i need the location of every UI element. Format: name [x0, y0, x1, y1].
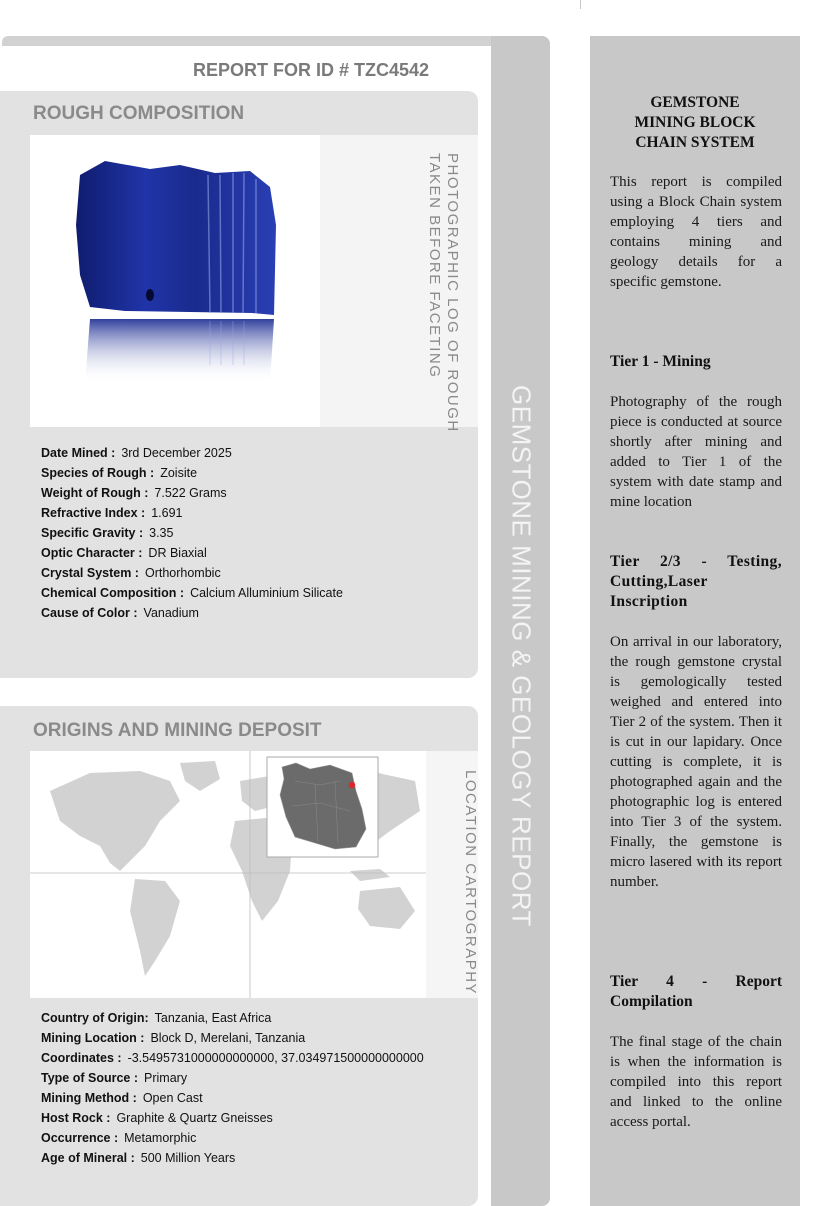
photo-caption-line1: PHOTOGRAPHIC LOG OF ROUGH	[444, 153, 461, 433]
rough-composition-title: ROUGH COMPOSITION	[33, 103, 245, 124]
field-age-of-mineral: Age of Mineral : 500 Million Years	[41, 1151, 236, 1165]
sidebar-title: GEMSTONE MINING BLOCK CHAIN SYSTEM	[634, 94, 756, 151]
vertical-report-title: GEMSTONE MINING & GEOLOGY REPORT	[506, 385, 536, 927]
field-refractive-index: Refractive Index : 1.691	[41, 506, 183, 520]
tier4-text: The final stage of the chain is when the information is compiled into this report and linked to the online access portal.	[610, 1034, 782, 1130]
top-header-bar	[2, 36, 492, 46]
field-type-of-source: Type of Source : Primary	[41, 1071, 188, 1085]
field-cause-of-color: Cause of Color : Vanadium	[41, 606, 199, 620]
field-host-rock: Host Rock : Graphite & Quartz Gneisses	[41, 1111, 273, 1125]
blockchain-info-sidebar	[590, 36, 800, 1206]
field-optic-character: Optic Character : DR Biaxial	[41, 546, 207, 560]
world-map-image	[30, 751, 426, 998]
photo-caption	[443, 153, 461, 433]
tier23-text: On arrival in our laboratory, the rough gemstone crystal is gemologically tested weighed and entered into Tier 2 of the system. Then it is cut in our lapidary. Once cutting is complete, it is photographed again and the photographic log is entered into Tier 3 of the system. Finally, the gemstone is micro lasered with its report number.	[610, 634, 782, 890]
origins-title: ORIGINS AND MINING DEPOSIT	[33, 720, 322, 741]
field-date-mined: Date Mined : 3rd December 2025	[41, 446, 232, 460]
field-country-of-origin: Country of Origin: Tanzania, East Africa	[41, 1011, 272, 1025]
field-mining-method: Mining Method : Open Cast	[41, 1091, 203, 1105]
rough-details-list	[41, 443, 343, 623]
field-weight: Weight of Rough : 7.522 Grams	[41, 486, 227, 500]
rough-composition-panel	[0, 91, 478, 678]
map-caption-text: LOCATION CARTOGRAPHY	[462, 770, 479, 996]
top-divider-tick	[580, 0, 581, 9]
origins-panel	[0, 706, 478, 1206]
tier1-text: Photography of the rough piece is conducted at source shortly after mining and added to Tier 1 of the system with date stamp and mine location	[610, 394, 782, 510]
sidebar-intro: This report is compiled using a Block Chain system employing 4 tiers and contains mining and geology details for a specific gemstone.	[610, 174, 782, 290]
field-coordinates: Coordinates : -3.5495731000000000000, 37.034971500000000000	[41, 1051, 424, 1065]
field-chemical-composition: Chemical Composition : Calcium Alluminium Silicate	[41, 586, 343, 600]
field-species: Species of Rough : Zoisite	[41, 466, 198, 480]
field-mining-location: Mining Location : Block D, Merelani, Tanzania	[41, 1031, 306, 1045]
vertical-title-bar	[491, 36, 550, 1206]
field-occurrence: Occurrence : Metamorphic	[41, 1131, 197, 1145]
field-specific-gravity: Specific Gravity : 3.35	[41, 526, 174, 540]
map-caption	[461, 770, 479, 995]
tier23-heading: Tier 2/3 - Testing, Cutting,Laser Inscription	[610, 553, 782, 610]
report-id: REPORT FOR ID # TZC4542	[193, 60, 430, 80]
field-crystal-system: Crystal System : Orthorhombic	[41, 566, 221, 580]
photo-caption-2	[425, 153, 443, 378]
photo-caption-line2: TAKEN BEFORE FACETING	[426, 153, 443, 379]
rough-photo	[30, 135, 320, 427]
world-map	[30, 751, 426, 998]
mine-location-marker	[349, 782, 355, 788]
rough-gemstone-image	[30, 135, 320, 427]
tier4-heading: Tier 4 - Report Compilation	[610, 973, 782, 1010]
origins-details-list	[41, 1008, 424, 1168]
tier1-heading: Tier 1 - Mining	[610, 353, 711, 370]
